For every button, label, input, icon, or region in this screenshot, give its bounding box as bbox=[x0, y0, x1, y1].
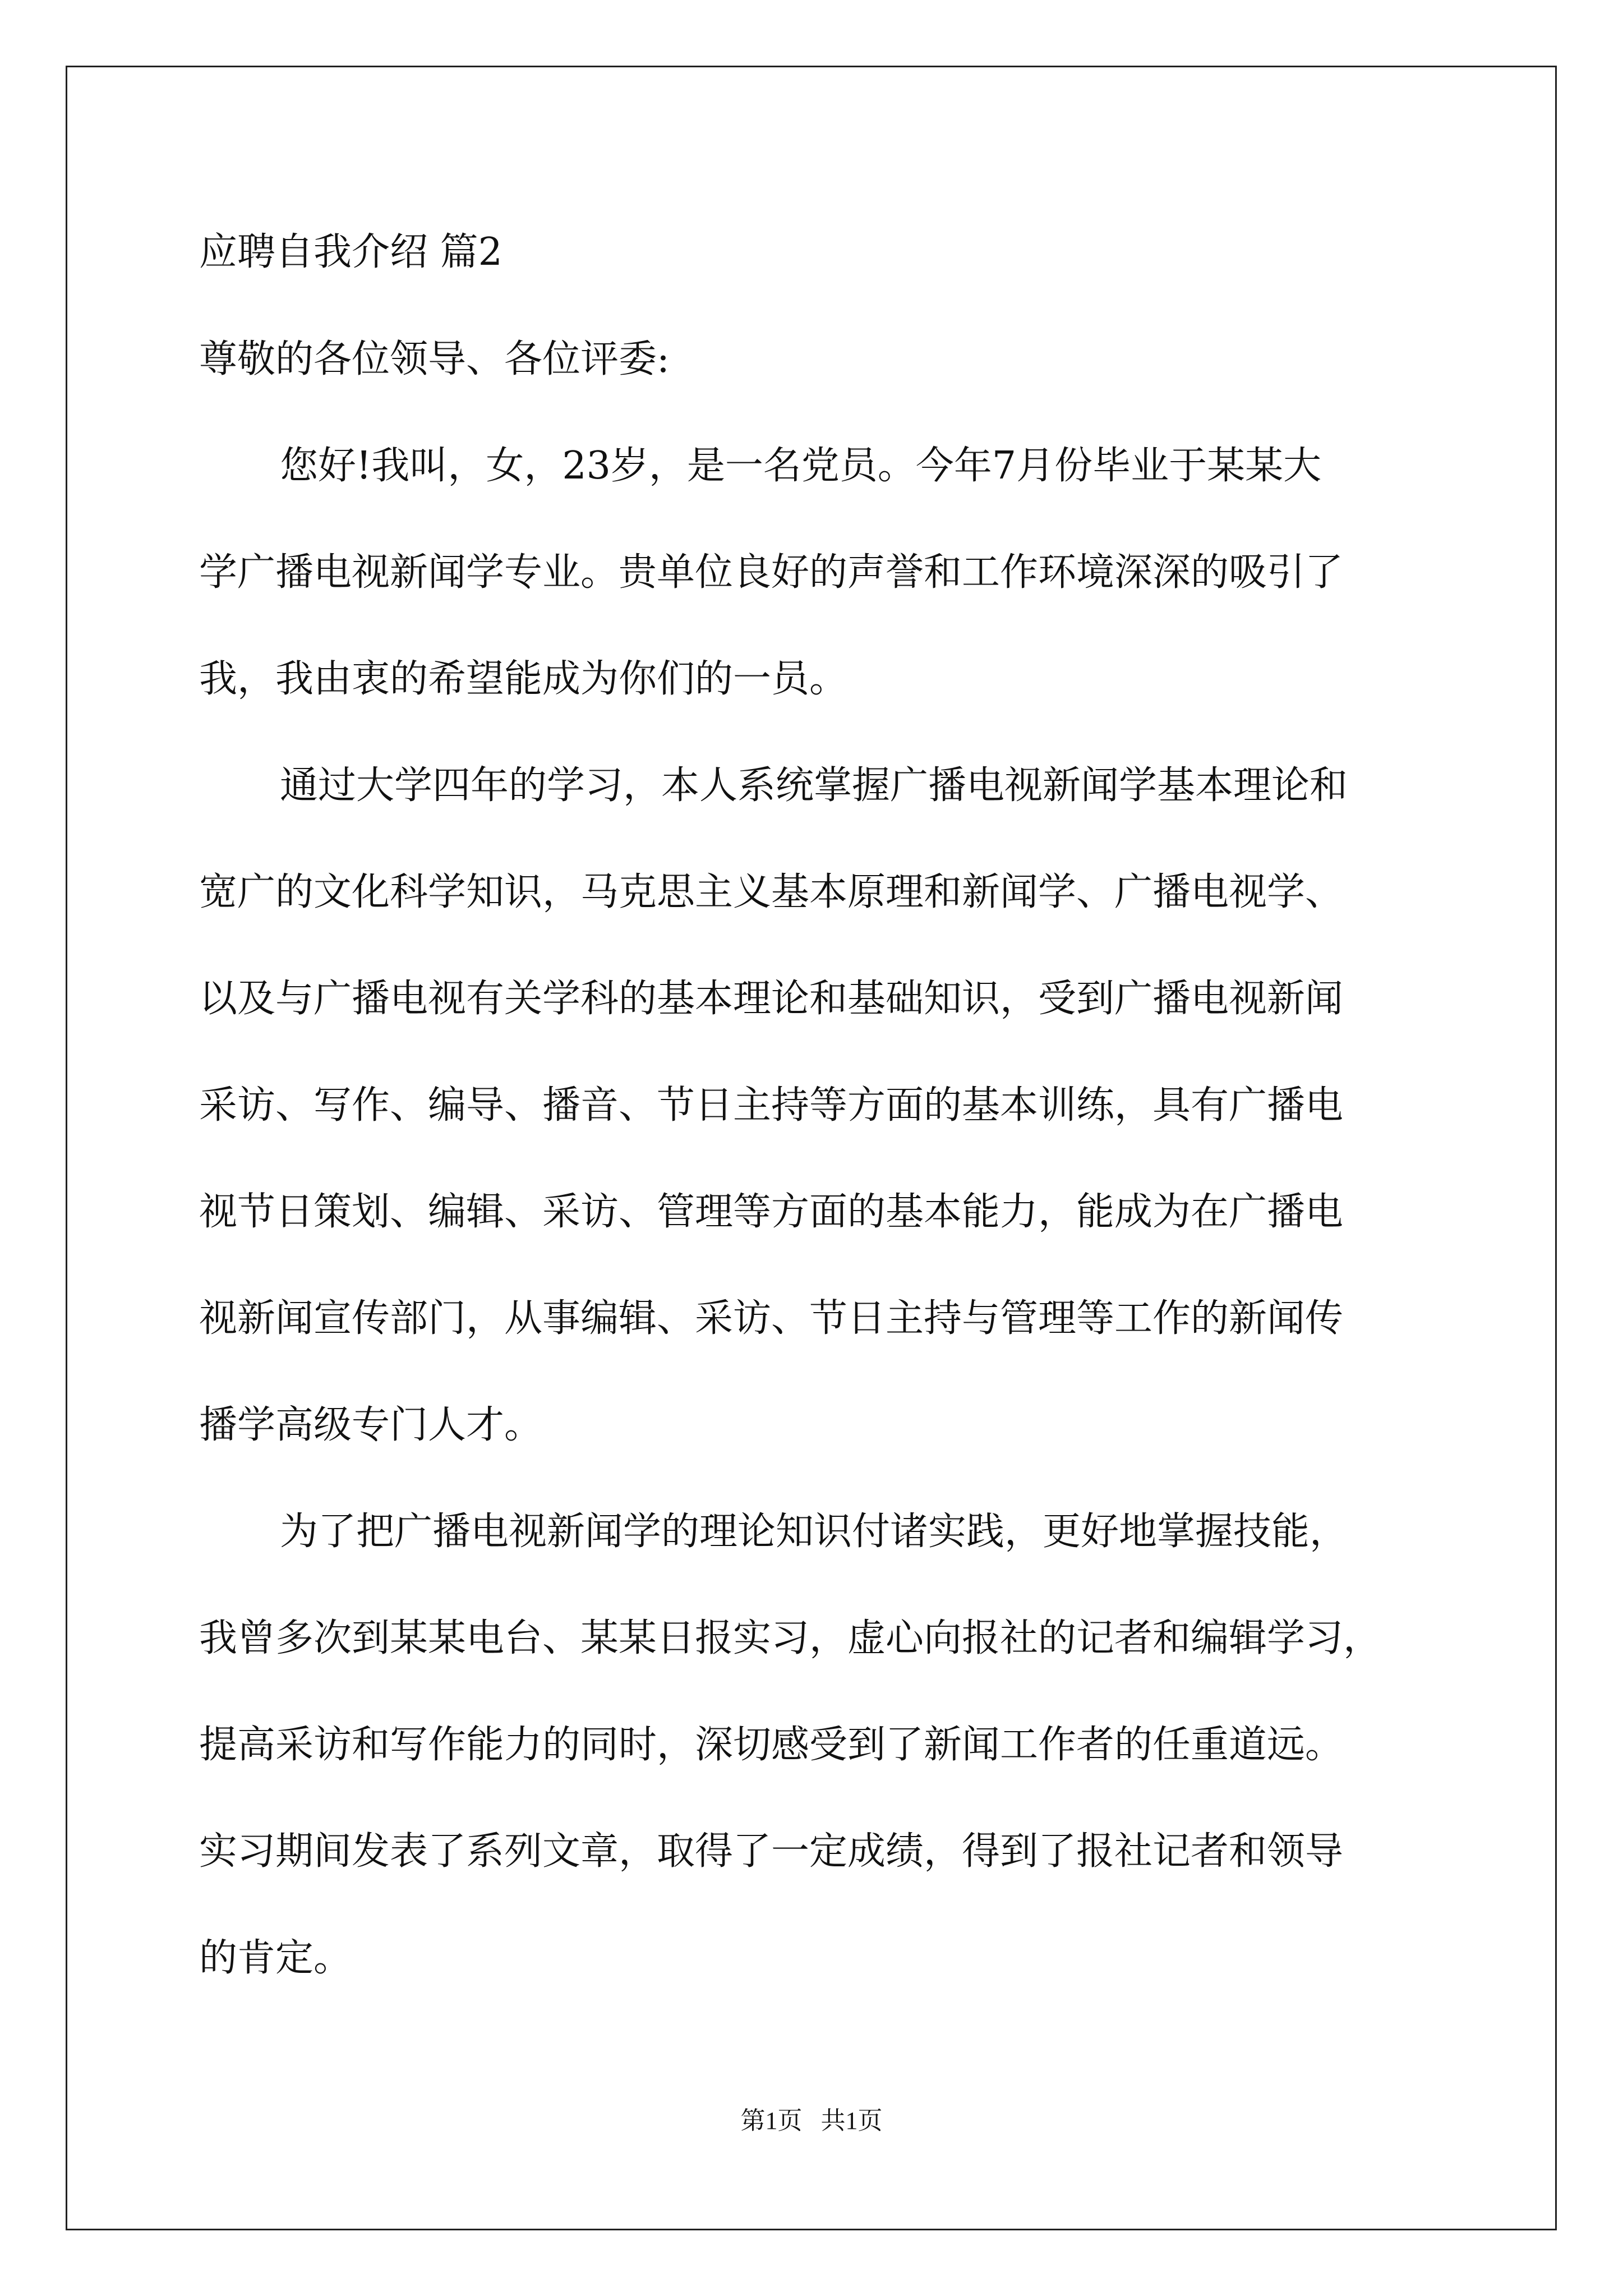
paragraph-1-line-3: 我，我由衷的希望能成为你们的一员。 bbox=[199, 657, 848, 701]
greeting: 尊敬的各位领导、各位评委: bbox=[199, 337, 670, 381]
paragraph-3-line-1: 为了把广播电视新闻学的理论知识付诸实践，更好地掌握技能， bbox=[280, 1510, 1348, 1554]
page-footer: 第1页 共1页 bbox=[740, 2107, 883, 2134]
paragraph-3-line-4: 实习期间发表了系列文章，取得了一定成绩，得到了报社记者和领导 bbox=[199, 1829, 1344, 1874]
page-border bbox=[66, 66, 1557, 2230]
paragraph-1-line-2: 学广播电视新闻学专业。贵单位良好的声誉和工作环境深深的吸引了 bbox=[199, 550, 1344, 595]
paragraph-2-line-3: 以及与广播电视有关学科的基本理论和基础知识，受到广播电视新闻 bbox=[199, 977, 1344, 1021]
paragraph-2-line-7: 播学高级专门人才。 bbox=[199, 1403, 543, 1447]
paragraph-2-line-2: 宽广的文化科学知识，马克思主义基本原理和新闻学、广播电视学、 bbox=[199, 870, 1344, 914]
paragraph-3-line-2: 我曾多次到某某电台、某某日报实习，虚心向报社的记者和编辑学习， bbox=[199, 1616, 1382, 1660]
paragraph-3-line-5: 的肯定。 bbox=[199, 1936, 352, 1980]
paragraph-2-line-1: 通过大学四年的学习，本人系统掌握广播电视新闻学基本理论和 bbox=[280, 763, 1348, 808]
paragraph-3-line-3: 提高采访和写作能力的同时，深切感受到了新闻工作者的任重道远。 bbox=[199, 1723, 1344, 1767]
paragraph-2-line-4: 采访、写作、编导、播音、节日主持等方面的基本训练，具有广播电 bbox=[199, 1083, 1344, 1128]
paragraph-2-line-6: 视新闻宣传部门，从事编辑、采访、节日主持与管理等工作的新闻传 bbox=[199, 1296, 1344, 1341]
paragraph-2-line-5: 视节日策划、编辑、采访、管理等方面的基本能力，能成为在广播电 bbox=[199, 1190, 1344, 1234]
document-title: 应聘自我介绍 篇2 bbox=[199, 230, 502, 274]
paragraph-1-line-1: 您好!我叫，女，23岁，是一名党员。今年7月份毕业于某某大 bbox=[280, 444, 1322, 488]
